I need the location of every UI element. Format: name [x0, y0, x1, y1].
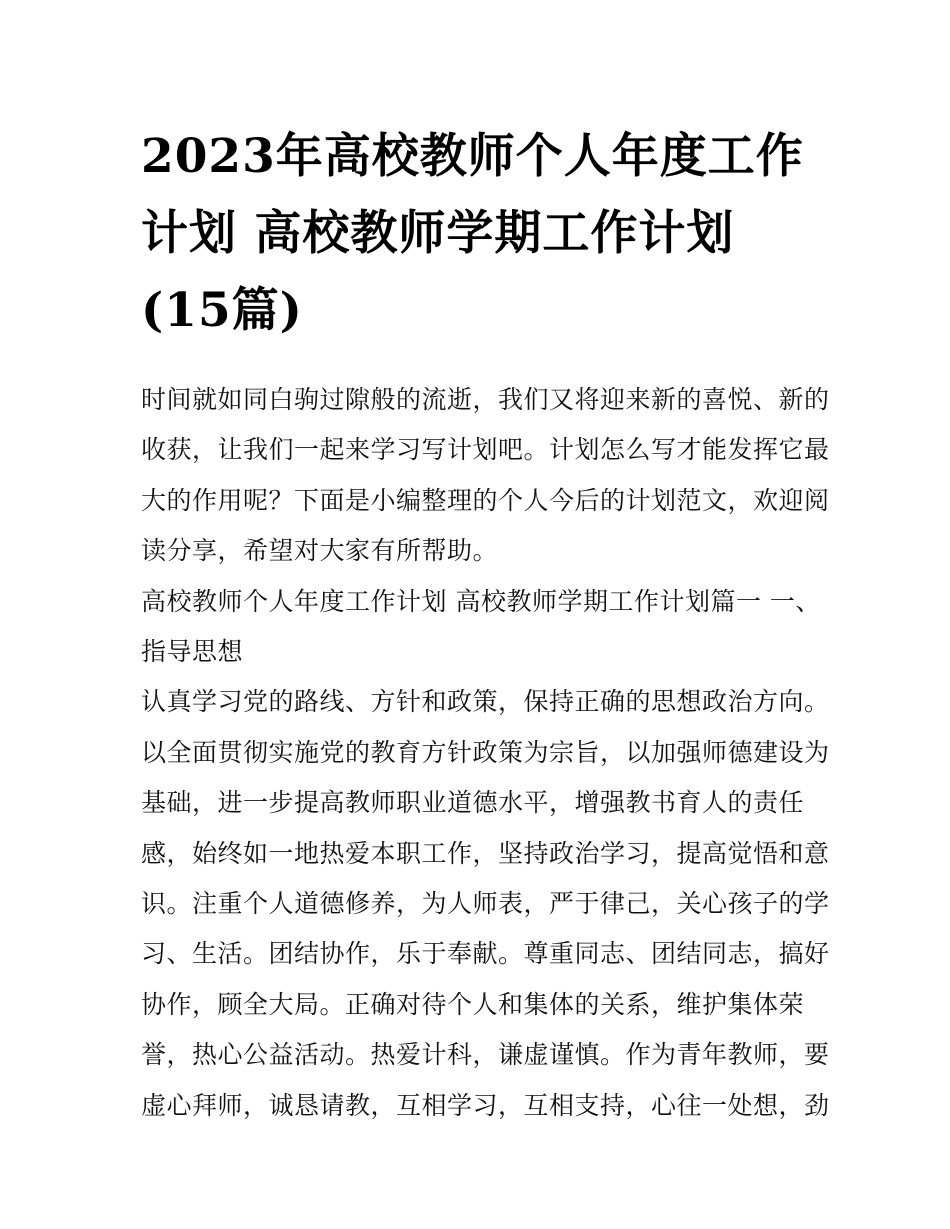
section-heading-line: 高校教师个人年度工作计划 高校教师学期工作计划篇一 一、	[141, 586, 821, 616]
paragraph-line: 协作，顾全大局。正确对待个人和集体的关系，维护集体荣	[141, 989, 805, 1019]
paragraph-line: 认真学习党的路线、方针和政策，保持正确的思想政治方向。	[141, 687, 830, 717]
title-line: 2023年高校教师个人年度工作	[141, 129, 804, 184]
paragraph-line: 基础，进一步提高教师职业道德水平，增强教书育人的责任	[141, 788, 805, 818]
document-title	[141, 118, 813, 349]
paragraph-line: 时间就如同白驹过隙般的流逝，我们又将迎来新的喜悦、新的	[141, 385, 830, 414]
section-heading-line: 指导思想	[141, 637, 244, 667]
paragraph-line: 习、生活。团结协作，乐于奉献。尊重同志、团结同志，搞好	[141, 939, 830, 969]
paragraph-line: 以全面贯彻实施党的教育方针政策为宗旨，以加强师德建设为	[141, 737, 830, 767]
title-line: 计划 高校教师学期工作计划	[141, 206, 735, 261]
paragraph-line: 识。注重个人道德修养，为人师表，严于律己，关心孩子的学	[141, 889, 830, 919]
title-line: (15篇)	[141, 283, 303, 338]
paragraph-line: 虚心拜师，诚恳请教，互相学习，互相支持，心往一处想，劲	[141, 1090, 830, 1120]
paragraph-line: 收获，让我们一起来学习写计划吧。计划怎么写才能发挥它最	[141, 435, 830, 465]
paragraph-line: 誉，热心公益活动。热爱计科，谦虚谨慎。作为青年教师，要	[141, 1040, 830, 1070]
document-page	[141, 118, 830, 1131]
document-body	[141, 375, 830, 1131]
paragraph-line: 大的作用呢？下面是小编整理的个人今后的计划范文，欢迎阅	[141, 485, 830, 515]
paragraph-line: 感，始终如一地热爱本职工作，坚持政治学习，提高觉悟和意	[141, 838, 830, 868]
paragraph-line: 读分享，希望对大家有所帮助。	[141, 536, 499, 566]
